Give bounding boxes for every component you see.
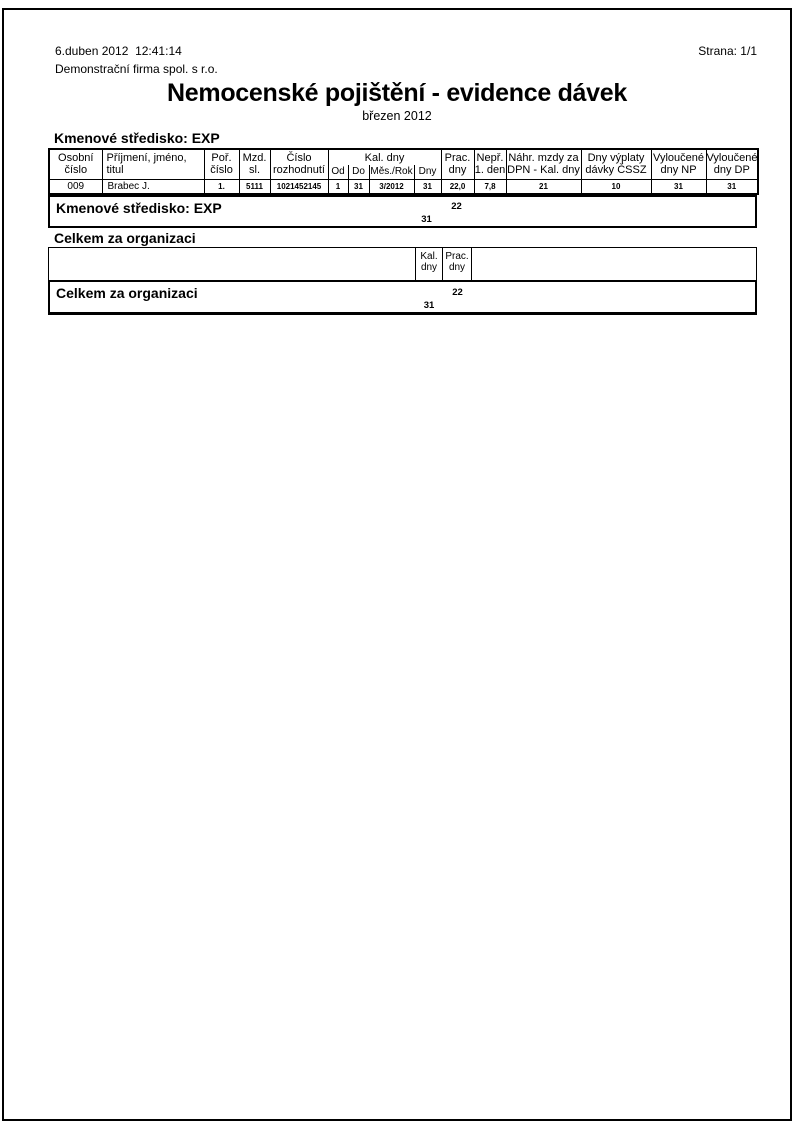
section-heading-cost-center: Kmenové středisko: EXP <box>54 130 220 146</box>
col-header-to: Do <box>348 165 369 179</box>
col-header-month-year: Měs./Rok <box>369 165 414 179</box>
cell-from: 1 <box>328 179 348 194</box>
company-name: Demonstrační firma spol. s r.o. <box>55 62 218 76</box>
cell-month-year: 3/2012 <box>369 179 414 194</box>
organization-summary-work-days: 22 <box>452 287 463 298</box>
organization-summary-row <box>48 280 757 315</box>
col-header-wage-compensation: Náhr. mzdy za DPN - Kal. dny <box>506 149 581 179</box>
benefits-table <box>48 148 759 195</box>
col-header-excluded-days-dp: Vyloučené dny DP <box>706 149 758 179</box>
cell-days: 31 <box>414 179 441 194</box>
org-col-header-work-days: Prac. dny <box>443 248 472 280</box>
col-header-seq-number: Poř. číslo <box>204 149 239 179</box>
section-heading-organization: Celkem za organizaci <box>54 230 196 246</box>
org-col-header-cal-days: Kal. dny <box>415 248 443 280</box>
col-header-work-days: Prac. dny <box>441 149 474 179</box>
cell-work-days: 22,0 <box>441 179 474 194</box>
organization-summary-cal-days: 31 <box>423 300 435 311</box>
col-header-calendar-days-group: Kal. dny <box>328 149 441 165</box>
cell-seq-number: 1. <box>204 179 239 194</box>
cell-excluded-days-dp: 31 <box>706 179 758 194</box>
cell-name: Brabec J. <box>102 179 204 194</box>
cell-personal-number: 009 <box>49 179 102 194</box>
cell-cssz-payment-days: 10 <box>581 179 651 194</box>
cell-wage-class: 5111 <box>239 179 270 194</box>
report-period: březen 2012 <box>362 109 432 123</box>
cost-center-summary-work-days: 22 <box>451 201 462 212</box>
cell-wage-compensation: 21 <box>506 179 581 194</box>
col-header-name: Příjmení, jméno, titul <box>102 149 204 179</box>
col-header-absence-first-day: Nepř. 1. den <box>474 149 506 179</box>
report-datetime: 6.duben 2012 12:41:14 <box>55 44 182 58</box>
organization-table-header <box>48 247 757 281</box>
col-header-from: Od <box>328 165 348 179</box>
cell-excluded-days-np: 31 <box>651 179 706 194</box>
col-header-cssz-payment-days: Dny výplaty dávky ČSSZ <box>581 149 651 179</box>
cost-center-summary-row <box>48 195 757 228</box>
cell-to: 31 <box>348 179 369 194</box>
cell-absence-first-day: 7,8 <box>474 179 506 194</box>
organization-summary-label: Celkem za organizaci <box>56 285 198 301</box>
cell-decision-number: 1021452145 <box>270 179 328 194</box>
col-header-decision-number: Číslo rozhodnutí <box>270 149 328 179</box>
cost-center-summary-cal-days: 31 <box>421 214 432 225</box>
col-header-days: Dny <box>414 165 441 179</box>
report-title: Nemocenské pojištění - evidence dávek <box>167 79 627 107</box>
col-header-excluded-days-np: Vyloučené dny NP <box>651 149 706 179</box>
col-header-wage-class: Mzd. sl. <box>239 149 270 179</box>
table-row <box>49 179 758 194</box>
cost-center-summary-label: Kmenové středisko: EXP <box>56 200 222 216</box>
page-number: Strana: 1/1 <box>698 44 757 58</box>
col-header-personal-number: Osobní číslo <box>49 149 102 179</box>
